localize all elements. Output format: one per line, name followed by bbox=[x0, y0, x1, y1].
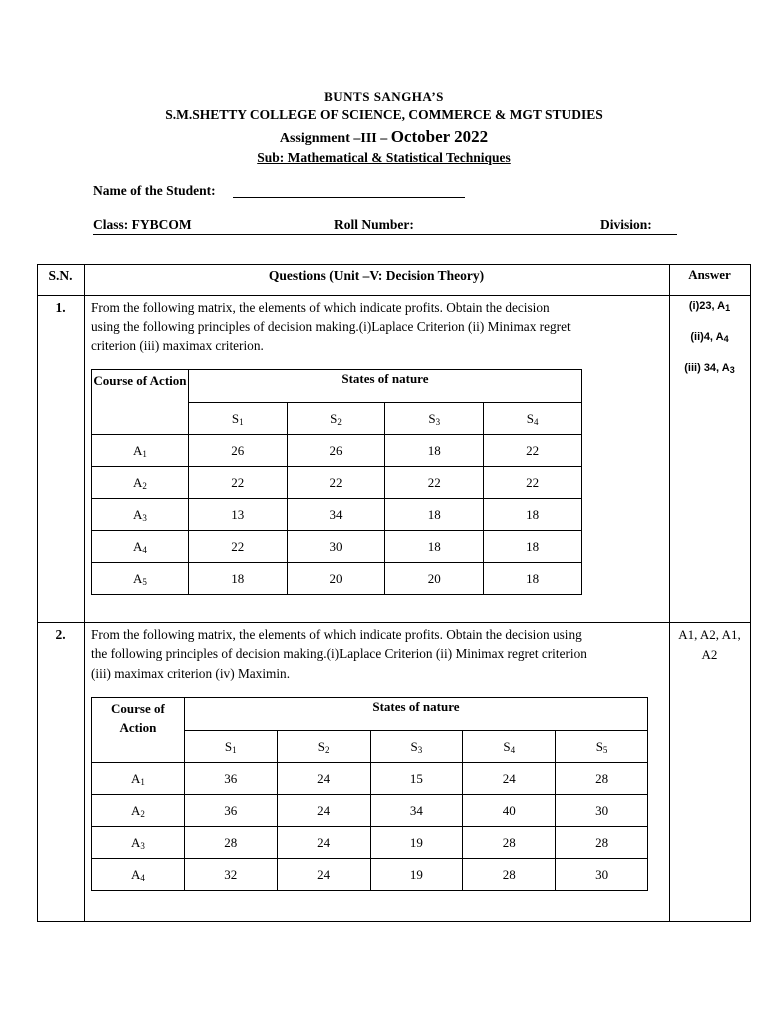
q2-text-line3: (iii) maximax criterion (iv) Maximin. bbox=[91, 666, 291, 681]
q1-matrix bbox=[91, 369, 582, 595]
answer-header: Answer bbox=[688, 267, 731, 282]
q1-course-of-action-header: Course of Action bbox=[92, 370, 189, 435]
q1-text-line3: criterion (iii) maximax criterion. bbox=[91, 338, 264, 353]
q2-states-header: States of nature bbox=[184, 698, 647, 731]
questions-header: Questions (Unit –V: Decision Theory) bbox=[268, 268, 485, 283]
subject-text: Sub: Mathematical & Statistical Techniques bbox=[257, 150, 511, 165]
table-row: $A_5$ 18 20 20 18 bbox=[92, 563, 582, 595]
q1-text-line1: From the following matrix, the elements of which indicate profits. Obtain the decision bbox=[91, 300, 550, 315]
assignment-month: October 2022 bbox=[390, 127, 489, 146]
table-row: $A_3$ 13 34 18 18 bbox=[92, 499, 582, 531]
q2-course-of-action-header: Course of Action bbox=[92, 698, 185, 763]
q1-text-line2: using the following principles of decision making.(i)Laplace Criterion (ii) Minimax regret bbox=[91, 319, 571, 334]
class-label: Class: FYBCOM bbox=[93, 217, 192, 232]
q2-number: 2. bbox=[55, 627, 66, 642]
subject-line bbox=[0, 150, 768, 166]
q2-state-s5: $S_5$ bbox=[556, 731, 648, 763]
organization-name: BUNTS SANGHA’S bbox=[324, 89, 444, 104]
q2-state-s3: $S_3$ bbox=[370, 731, 463, 763]
q2-text-line2: the following principles of decision making.(i)Laplace Criterion (ii) Minimax regret criterion bbox=[91, 646, 587, 661]
info-underline bbox=[93, 234, 677, 235]
q1-answer-2: (ii)4, $A_4$ bbox=[690, 331, 729, 344]
table-row: $A_4$ 32 24 19 28 30 bbox=[92, 859, 648, 891]
q2-matrix bbox=[91, 697, 648, 891]
college-name: S.M.SHETTY COLLEGE OF SCIENCE, COMMERCE & MGT STUDIES bbox=[165, 107, 603, 122]
q2-state-s4: $S_4$ bbox=[463, 731, 556, 763]
q1-number: 1. bbox=[55, 300, 66, 315]
q1-answer-1: (i)23, $A_1$ bbox=[688, 300, 731, 313]
q2-text-line1: From the following matrix, the elements of which indicate profits. Obtain the decision using bbox=[91, 627, 582, 642]
table-row: $A_2$ 36 24 34 40 30 bbox=[92, 795, 648, 827]
q1-state-s3: $S_3$ bbox=[385, 403, 484, 435]
q2-state-s1: $S_1$ bbox=[184, 731, 277, 763]
assignment-title bbox=[0, 127, 768, 147]
q1-states-header: States of nature bbox=[188, 370, 581, 403]
q2-answer-line1: A1, A2, A1, bbox=[678, 627, 741, 642]
q2-state-s2: $S_2$ bbox=[277, 731, 370, 763]
table-row: $A_4$ 22 30 18 18 bbox=[92, 531, 582, 563]
division-label: Division: bbox=[600, 217, 652, 232]
student-name-label: Name of the Student: bbox=[93, 183, 216, 198]
q1-state-s4: $S_4$ bbox=[484, 403, 582, 435]
student-name-blank bbox=[233, 197, 465, 198]
q2-answer-line2: A2 bbox=[701, 647, 718, 662]
sn-header: S.N. bbox=[48, 268, 73, 283]
q1-state-s2: $S_2$ bbox=[287, 403, 385, 435]
assignment-prefix: Assignment –III – bbox=[279, 131, 391, 146]
q1-state-s1: $S_1$ bbox=[188, 403, 287, 435]
table-row: $A_1$ 36 24 15 24 28 bbox=[92, 763, 648, 795]
table-row: $A_2$ 22 22 22 22 bbox=[92, 467, 582, 499]
table-row: $A_3$ 28 24 19 28 28 bbox=[92, 827, 648, 859]
table-row: $A_1$ 26 26 18 22 bbox=[92, 435, 582, 467]
roll-number-label: Roll Number: bbox=[334, 217, 414, 232]
q1-answer-3: (iii) 34, $A_3$ bbox=[684, 362, 735, 375]
